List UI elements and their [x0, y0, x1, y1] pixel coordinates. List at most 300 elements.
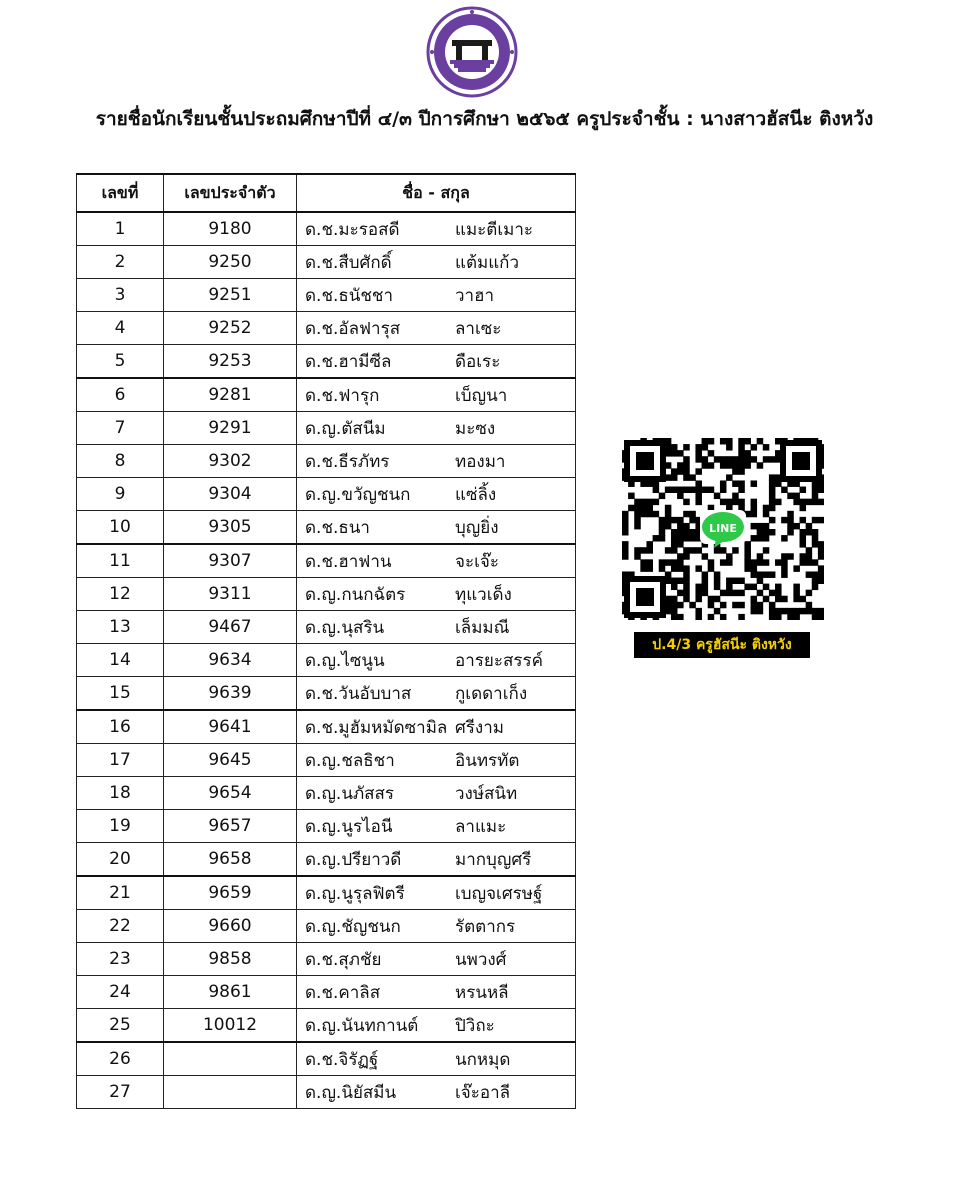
qr-module [806, 590, 813, 596]
first-name: ด.ช.อัลฟารุส [305, 318, 401, 339]
qr-module [806, 547, 813, 553]
qr-module [726, 553, 733, 559]
qr-module [683, 535, 690, 541]
qr-module [793, 523, 800, 529]
qr-module [628, 493, 635, 499]
qr-module [702, 456, 709, 462]
qr-module [726, 438, 733, 444]
qr-module [677, 553, 684, 559]
qr-module [683, 565, 690, 571]
table-row [77, 777, 576, 810]
first-name: ด.ช.วันอับบาส [305, 683, 412, 704]
first-name: ด.ช.มูฮัมหมัดซามิล [305, 717, 448, 738]
last-name: บุญยิ่ง [455, 517, 499, 538]
qr-module [659, 559, 666, 565]
qr-module [646, 559, 653, 565]
cell-student-id: 9305 [164, 511, 297, 545]
qr-module [763, 547, 770, 553]
cell-number: 10 [77, 511, 164, 545]
qr-module [622, 523, 629, 529]
last-name: อารยะสรรค์ [455, 650, 543, 671]
qr-module [714, 596, 721, 602]
qr-module [689, 535, 696, 541]
qr-module [671, 444, 678, 450]
qr-module [665, 547, 672, 553]
cell-name [297, 511, 576, 545]
last-name: กูเดดาเก็ง [455, 683, 528, 704]
first-name: ด.ญ.ตัสนีม [305, 418, 386, 439]
qr-module [757, 571, 764, 577]
qr-module [622, 541, 629, 547]
qr-module [751, 565, 758, 571]
qr-module [751, 480, 758, 486]
qr-module [744, 541, 751, 547]
roster-body [77, 212, 576, 1109]
qr-module [726, 590, 733, 596]
qr-module [732, 468, 739, 474]
cell-student-id: 9634 [164, 644, 297, 677]
qr-module [744, 462, 751, 468]
cell-name [297, 246, 576, 279]
table-row [77, 212, 576, 246]
last-name: อินทรทัต [455, 750, 520, 771]
table-row [77, 378, 576, 412]
qr-module [702, 487, 709, 493]
qr-module [665, 517, 672, 523]
qr-module [726, 559, 733, 565]
cell-student-id [164, 1076, 297, 1109]
cell-name [297, 345, 576, 379]
qr-module [800, 608, 807, 614]
cell-number: 14 [77, 644, 164, 677]
first-name: ด.ญ.นูรุลฟิตรี [305, 883, 405, 904]
qr-module [726, 578, 733, 584]
qr-module [646, 499, 653, 505]
cell-number: 19 [77, 810, 164, 843]
qr-module [751, 602, 758, 608]
first-name: ด.ญ.นันทกานต์ [305, 1015, 419, 1036]
qr-module [781, 517, 788, 523]
cell-name [297, 478, 576, 511]
qr-module [818, 553, 824, 559]
qr-module [793, 590, 800, 596]
qr-module [677, 462, 684, 468]
qr-module [732, 493, 739, 499]
table-row [77, 910, 576, 943]
qr-module [702, 590, 709, 596]
qr-module [787, 529, 794, 535]
qr-module [769, 571, 776, 577]
cell-student-id: 9304 [164, 478, 297, 511]
qr-module [738, 462, 745, 468]
cell-student-id: 9252 [164, 312, 297, 345]
qr-module [751, 596, 758, 602]
cell-name [297, 212, 576, 246]
cell-name [297, 843, 576, 877]
qr-module [683, 474, 690, 480]
qr-module [793, 493, 800, 499]
cell-number: 3 [77, 279, 164, 312]
student-roster-table [76, 173, 576, 1109]
qr-module [708, 565, 715, 571]
qr-module [622, 553, 629, 559]
first-name: ด.ช.คาลิส [305, 982, 381, 1003]
line-badge-label: LINE [709, 522, 737, 535]
qr-module [732, 456, 739, 462]
qr-code [622, 438, 824, 620]
cell-name [297, 378, 576, 412]
qr-module [653, 511, 660, 517]
qr-module [720, 499, 727, 505]
cell-name [297, 1042, 576, 1076]
qr-module [671, 529, 678, 535]
first-name: ด.ญ.ขวัญชนก [305, 484, 411, 505]
cell-name [297, 544, 576, 578]
qr-module [787, 553, 794, 559]
qr-module [708, 602, 715, 608]
first-name: ด.ญ.ไซนูน [305, 650, 385, 671]
qr-module [683, 444, 690, 450]
cell-name [297, 445, 576, 478]
school-seal-logo [426, 6, 518, 98]
qr-module [800, 529, 807, 535]
qr-module [769, 474, 776, 480]
table-row [77, 544, 576, 578]
qr-module [751, 608, 758, 614]
cell-number: 4 [77, 312, 164, 345]
cell-name [297, 810, 576, 843]
cell-student-id: 9858 [164, 943, 297, 976]
qr-module [769, 590, 776, 596]
qr-module [812, 559, 819, 565]
qr-module [800, 559, 807, 565]
qr-module [677, 468, 684, 474]
table-row [77, 578, 576, 611]
qr-module [812, 614, 819, 620]
cell-number: 13 [77, 611, 164, 644]
qr-module [695, 608, 702, 614]
qr-module [646, 505, 653, 511]
qr-module [818, 541, 824, 547]
page-title: รายชื่อนักเรียนชั้นประถมศึกษาปีที่ ๔/๓ ปีการศึกษา ๒๕๖๕ ครูประจำชั้น : นางสาวฮัสนีะ ติงหวัง [95, 108, 874, 130]
qr-module [708, 438, 715, 444]
qr-module [781, 608, 788, 614]
qr-module [671, 608, 678, 614]
qr-module [738, 590, 745, 596]
last-name: เล็มมณี [455, 617, 510, 638]
qr-module [775, 584, 782, 590]
qr-module [646, 541, 653, 547]
first-name: ด.ช.ธีรภัทร [305, 451, 390, 472]
qr-module [806, 571, 813, 577]
table-row [77, 644, 576, 677]
table-row [77, 611, 576, 644]
last-name: นพวงศ์ [455, 949, 507, 970]
qr-module [738, 499, 745, 505]
first-name: ด.ช.ฮาฟาน [305, 551, 392, 572]
qr-module [818, 571, 824, 577]
cell-number: 12 [77, 578, 164, 611]
cell-name [297, 644, 576, 677]
qr-module [689, 602, 696, 608]
qr-module [702, 438, 709, 444]
qr-module [659, 535, 666, 541]
qr-module [677, 529, 684, 535]
cell-student-id: 9307 [164, 544, 297, 578]
qr-module [671, 602, 678, 608]
qr-module [757, 578, 764, 584]
qr-module [671, 584, 678, 590]
qr-module [726, 474, 733, 480]
cell-number: 8 [77, 445, 164, 478]
first-name: ด.ญ.ชัญชนก [305, 916, 401, 937]
qr-module [757, 535, 764, 541]
cell-name [297, 412, 576, 445]
last-name: มากบุญศรี [455, 849, 532, 870]
qr-module [671, 578, 678, 584]
cell-number: 23 [77, 943, 164, 976]
first-name: ด.ช.มะรอสดี [305, 219, 400, 240]
qr-module [787, 493, 794, 499]
qr-module [720, 547, 727, 553]
qr-module [677, 565, 684, 571]
qr-module [671, 614, 678, 620]
cell-number: 24 [77, 976, 164, 1009]
table-row [77, 511, 576, 545]
qr-module [812, 529, 819, 535]
qr-module [671, 559, 678, 565]
qr-module [751, 571, 758, 577]
column-header-student-id: เลขประจำตัว [164, 174, 297, 212]
qr-module [763, 511, 770, 517]
qr-module [763, 596, 770, 602]
qr-module [763, 456, 770, 462]
cell-student-id: 9302 [164, 445, 297, 478]
table-row [77, 744, 576, 777]
qr-module [702, 462, 709, 468]
qr-module [812, 535, 819, 541]
last-name: วาฮา [455, 285, 495, 306]
qr-module [738, 456, 745, 462]
qr-module [769, 456, 776, 462]
qr-module [689, 529, 696, 535]
qr-module [683, 596, 690, 602]
qr-module [695, 456, 702, 462]
qr-module [818, 578, 824, 584]
table-header-row [77, 174, 576, 212]
qr-module [775, 608, 782, 614]
qr-module [653, 499, 660, 505]
qr-module [683, 499, 690, 505]
qr-module [775, 596, 782, 602]
qr-module [732, 578, 739, 584]
cell-name [297, 1076, 576, 1109]
qr-module [738, 468, 745, 474]
qr-module [708, 559, 715, 565]
qr-module [720, 487, 727, 493]
cell-student-id: 9657 [164, 810, 297, 843]
qr-module [812, 571, 819, 577]
qr-module [695, 590, 702, 596]
cell-number: 17 [77, 744, 164, 777]
cell-student-id: 9291 [164, 412, 297, 445]
cell-name [297, 876, 576, 910]
last-name: เจ๊ะอาลี [455, 1082, 511, 1103]
qr-module [744, 547, 751, 553]
qr-module [665, 559, 672, 565]
qr-module [689, 511, 696, 517]
qr-module [622, 529, 629, 535]
qr-module [702, 578, 709, 584]
qr-module [708, 487, 715, 493]
qr-module [732, 480, 739, 486]
qr-module [732, 547, 739, 553]
qr-module [751, 523, 758, 529]
qr-module [695, 565, 702, 571]
cell-number: 27 [77, 1076, 164, 1109]
cell-number: 25 [77, 1009, 164, 1043]
qr-module [695, 584, 702, 590]
qr-module [812, 493, 819, 499]
table-row [77, 445, 576, 478]
qr-module [732, 499, 739, 505]
qr-module [683, 468, 690, 474]
cell-student-id: 9660 [164, 910, 297, 943]
qr-module [689, 547, 696, 553]
qr-module [634, 523, 641, 529]
qr-module [720, 602, 727, 608]
first-name: ด.ญ.ปรียาวดี [305, 849, 402, 870]
qr-module [806, 523, 813, 529]
qr-module [677, 602, 684, 608]
qr-module [714, 608, 721, 614]
qr-module [738, 487, 745, 493]
qr-module [659, 517, 666, 523]
qr-module [787, 511, 794, 517]
qr-module [683, 529, 690, 535]
qr-module [793, 499, 800, 505]
qr-module [714, 584, 721, 590]
qr-module [659, 529, 666, 535]
qr-module [812, 541, 819, 547]
qr-module [744, 438, 751, 444]
last-name: แมะตีเมาะ [455, 219, 534, 240]
qr-module [646, 565, 653, 571]
qr-module [775, 614, 782, 620]
qr-module [726, 584, 733, 590]
qr-module [726, 462, 733, 468]
qr-module [634, 511, 641, 517]
table-row [77, 976, 576, 1009]
cell-student-id [164, 1042, 297, 1076]
qr-module [744, 565, 751, 571]
qr-module [708, 450, 715, 456]
qr-module [812, 487, 819, 493]
qr-module [708, 614, 715, 620]
first-name: ด.ญ.นุสริน [305, 617, 385, 638]
qr-module [763, 535, 770, 541]
last-name: เบญจเศรษฐ์ [455, 883, 543, 904]
qr-caption: ป.4/3 ครูฮัสนีะ ติงหวัง [634, 632, 810, 658]
cell-number: 22 [77, 910, 164, 943]
qr-module [677, 493, 684, 499]
last-name: เบ็ญนา [455, 385, 508, 406]
first-name: ด.ญ.กนกฉัตร [305, 584, 406, 605]
qr-module [744, 456, 751, 462]
column-header-name: ชื่อ - สกุล [297, 174, 576, 212]
cell-name [297, 677, 576, 711]
qr-module [671, 517, 678, 523]
cell-number: 6 [77, 378, 164, 412]
qr-module [659, 493, 666, 499]
qr-module [769, 517, 776, 523]
qr-module [646, 511, 653, 517]
qr-module [738, 450, 745, 456]
qr-module [732, 462, 739, 468]
qr-module [683, 553, 690, 559]
qr-module [806, 499, 813, 505]
qr-module [695, 487, 702, 493]
qr-module [751, 511, 758, 517]
qr-module [738, 578, 745, 584]
table-row [77, 246, 576, 279]
last-name: หรนหลี [455, 982, 509, 1003]
qr-module [671, 474, 678, 480]
cell-number: 20 [77, 843, 164, 877]
qr-module [793, 584, 800, 590]
qr-module [744, 450, 751, 456]
cell-name [297, 611, 576, 644]
qr-module [763, 444, 770, 450]
qr-module [787, 614, 794, 620]
qr-module [640, 511, 647, 517]
qr-module [695, 450, 702, 456]
qr-module [806, 553, 813, 559]
qr-module [695, 614, 702, 620]
qr-module [793, 596, 800, 602]
qr-module [677, 517, 684, 523]
cell-name [297, 1009, 576, 1043]
qr-module [763, 584, 770, 590]
qr-module [695, 480, 702, 486]
qr-module [695, 499, 702, 505]
qr-module [714, 547, 721, 553]
qr-module [763, 559, 770, 565]
qr-module [689, 517, 696, 523]
qr-module [634, 517, 641, 523]
qr-module [769, 493, 776, 499]
qr-module [781, 559, 788, 565]
qr-module [683, 511, 690, 517]
qr-module [738, 602, 745, 608]
qr-module [677, 541, 684, 547]
qr-module [628, 505, 635, 511]
qr-code-icon [622, 438, 824, 620]
qr-module [634, 547, 641, 553]
qr-module [744, 584, 751, 590]
qr-module [634, 505, 641, 511]
qr-module [775, 559, 782, 565]
qr-module [683, 547, 690, 553]
qr-module [775, 590, 782, 596]
qr-module [757, 438, 764, 444]
last-name: จะเจ๊ะ [455, 551, 499, 572]
qr-module [800, 553, 807, 559]
qr-module [818, 547, 824, 553]
qr-module [695, 444, 702, 450]
last-name: นกหมุด [455, 1049, 511, 1070]
last-name: รัตตากร [455, 916, 516, 937]
